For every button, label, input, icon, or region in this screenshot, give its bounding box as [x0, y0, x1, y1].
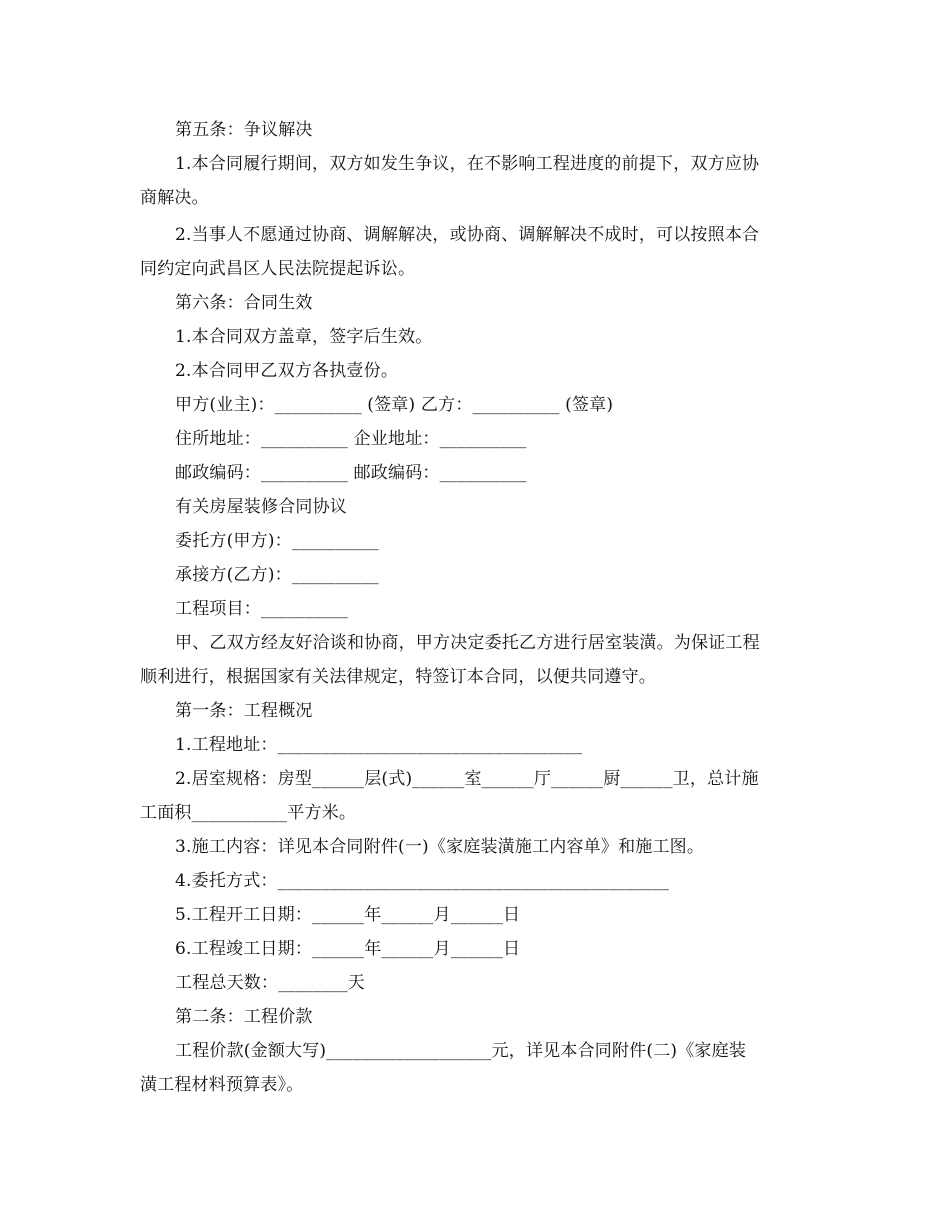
item-total-days: 工程总天数：________天	[175, 973, 365, 993]
section-heading-project-overview: 第一条：工程概况	[175, 701, 313, 721]
section-heading-price: 第二条：工程价款	[175, 1007, 313, 1027]
paragraph-line: 同约定向武昌区人民法院提起诉讼。	[140, 259, 416, 279]
item-start-date: 5.工程开工日期：______年______月______日	[175, 905, 521, 925]
paragraph-line: 潢工程材料预算表》。	[140, 1075, 304, 1095]
paragraph-line: 2.当事人不愿通过协商、调解解决，或协商、调解解决不成时，可以按照本合	[175, 225, 760, 245]
address-line: 住所地址：__________ 企业地址：__________	[175, 429, 527, 449]
party-a-line: 委托方(甲方)：__________	[175, 531, 379, 551]
paragraph-line: 1.本合同履行期间，双方如发生争议，在不影响工程进度的前提下，双方应协	[175, 154, 760, 174]
postal-code-line: 邮政编码：__________ 邮政编码：__________	[175, 463, 527, 483]
section-heading-dispute-resolution: 第五条：争议解决	[175, 120, 313, 140]
item-commission-method: 4.委托方式：_____________________________________________	[175, 871, 670, 891]
paragraph-line: 甲、乙双方经友好洽谈和协商，甲方决定委托乙方进行居室装潢。为保证工程	[175, 633, 760, 653]
section-heading-contract-effect: 第六条：合同生效	[175, 293, 313, 313]
paragraph-line: 工面积___________平方米。	[140, 803, 357, 823]
paragraph-line: 1.本合同双方盖章，签字后生效。	[175, 327, 433, 347]
paragraph-line: 顺利进行，根据国家有关法律规定，特签订本合同，以便共同遵守。	[140, 667, 656, 687]
paragraph-line: 商解决。	[140, 188, 209, 208]
party-b-line: 承接方(乙方)：__________	[175, 565, 379, 585]
paragraph-line: 工程价款(金额大写)___________________元，详见本合同附件(二)《家庭装	[175, 1041, 747, 1061]
item-end-date: 6.工程竣工日期：______年______月______日	[175, 939, 521, 959]
signature-line-parties: 甲方(业主)：__________ (签章) 乙方：__________ (签章)	[175, 395, 614, 415]
item-project-address: 1.工程地址：___________________________________	[175, 735, 583, 755]
item-construction-content: 3.施工内容：详见本合同附件(一)《家庭装潢施工内容单》和施工图。	[175, 837, 705, 857]
paragraph-line: 2.本合同甲乙双方各执壹份。	[175, 361, 399, 381]
document-subtitle: 有关房屋装修合同协议	[175, 497, 347, 517]
item-room-spec: 2.居室规格：房型______层(式)______室______厅______厨______卫，总计施	[175, 769, 759, 789]
project-line: 工程项目：__________	[175, 599, 348, 619]
